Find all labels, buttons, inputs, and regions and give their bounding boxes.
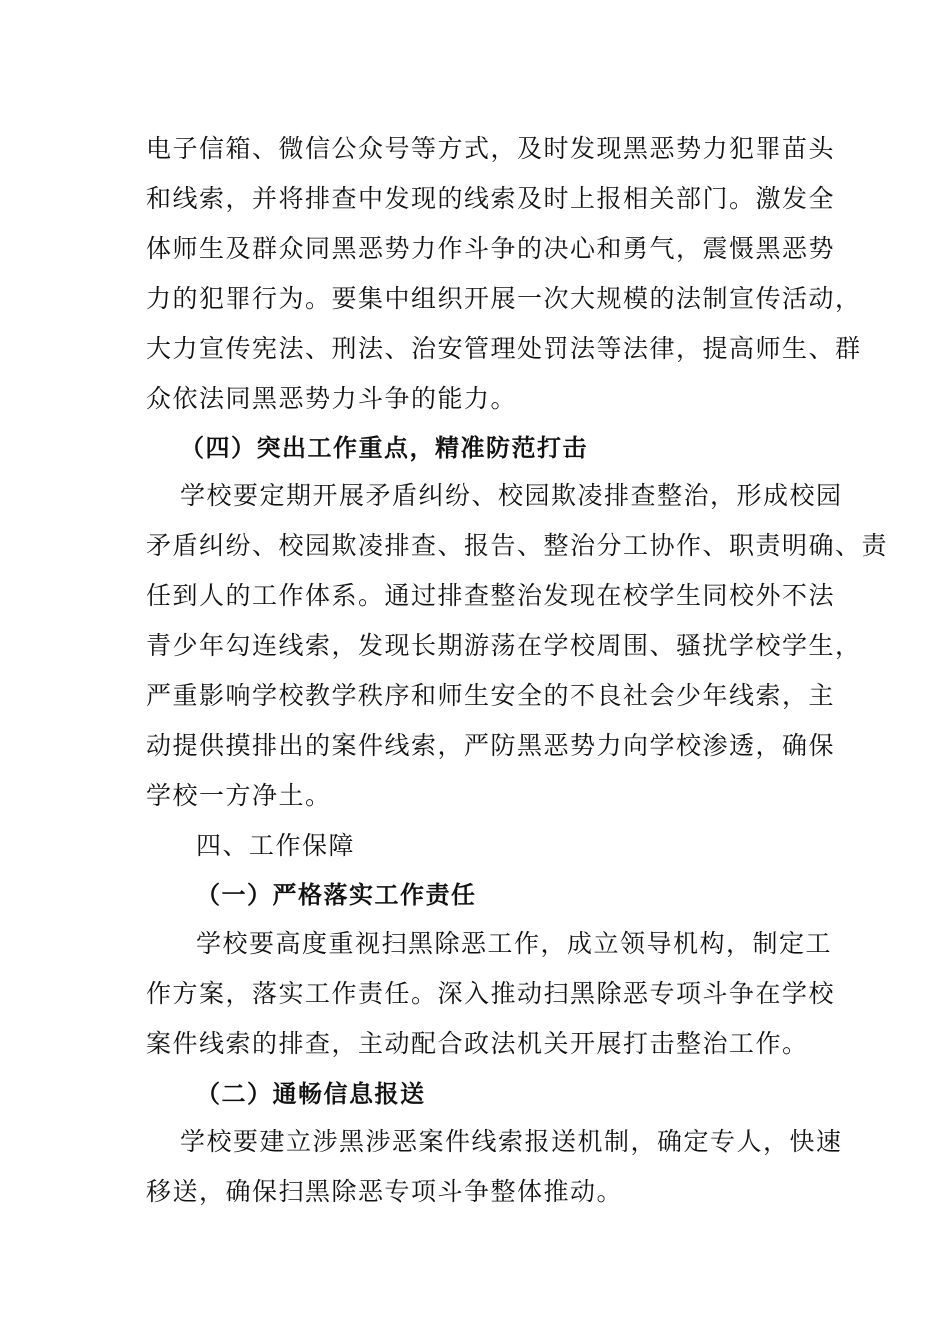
body-line: 学校要高度重视扫黑除恶工作，成立领导机构，制定工 bbox=[196, 929, 833, 958]
body-line: 青少年勾连线索，发现长期游荡在学校周围、骚扰学校学生， bbox=[146, 631, 862, 660]
body-line: 电子信箱、微信公众号等方式，及时发现黑恶势力犯罪苗头 bbox=[146, 134, 836, 163]
body-line: 学校要定期开展矛盾纠纷、校园欺凌排查整治，形成校园 bbox=[180, 481, 843, 510]
body-line: 体师生及群众同黑恶势力作斗争的决心和勇气，震慑黑恶势 bbox=[146, 234, 836, 263]
body-line: 作方案，落实工作责任。深入推动扫黑除恶专项斗争在学校 bbox=[146, 979, 836, 1008]
body-line: 众依法同黑恶势力斗争的能力。 bbox=[146, 384, 518, 413]
chapter-heading: 四、工作保障 bbox=[196, 831, 356, 860]
body-line: 任到人的工作体系。通过排查整治发现在校学生同校外不法 bbox=[146, 581, 836, 610]
body-line: 严重影响学校教学秩序和师生安全的不良社会少年线索，主 bbox=[146, 681, 836, 710]
body-line: 动提供摸排出的案件线索，严防黑恶势力向学校渗透，确保 bbox=[146, 731, 836, 760]
body-line: 学校要建立涉黑涉恶案件线索报送机制，确定专人，快速 bbox=[180, 1127, 843, 1156]
body-line: 和线索，并将排查中发现的线索及时上报相关部门。激发全 bbox=[146, 184, 836, 213]
body-line: 学校一方净土。 bbox=[146, 781, 332, 810]
section-heading: （二）通畅信息报送 bbox=[196, 1080, 426, 1108]
body-line: 大力宣传宪法、刑法、治安管理处罚法等法律，提高师生、群 bbox=[146, 334, 862, 363]
body-line: 力的犯罪行为。要集中组织开展一次大规模的法制宣传活动， bbox=[146, 284, 862, 313]
body-line: 移送，确保扫黑除恶专项斗争整体推动。 bbox=[146, 1177, 624, 1206]
section-heading: （四）突出工作重点，精准防范打击 bbox=[180, 434, 588, 462]
section-heading: （一）严格落实工作责任 bbox=[196, 881, 477, 909]
body-line: 矛盾纠纷、校园欺凌排查、报告、整治分工协作、职责明确、责 bbox=[146, 531, 889, 560]
body-line: 案件线索的排查，主动配合政法机关开展打击整治工作。 bbox=[146, 1029, 809, 1058]
